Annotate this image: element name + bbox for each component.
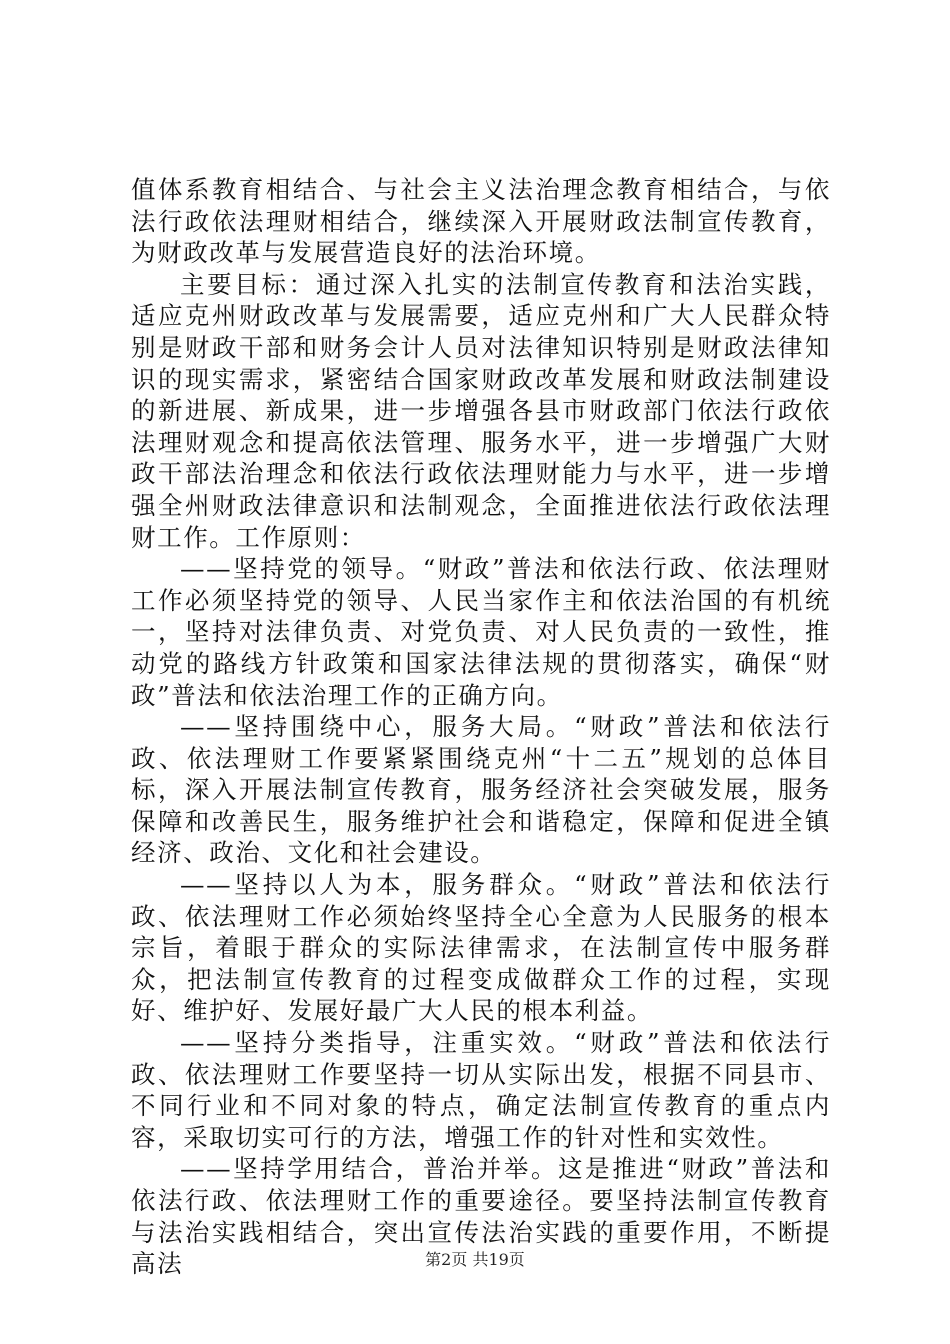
- document-body: [131, 174, 831, 1280]
- body-paragraph: 主要目标：通过深入扎实的法制宣传教育和法治实践，适应克州财政改革与发展需要，适应克州和广大人民群众特别是财政干部和财务会计人员对法律知识特别是财政法律知识的现实需求，紧密结合国家财政改革发展和财政法制建设的新进展、新成果，进一步增强各县市财政部门依法行政依法理财观念和提高依法管理、服务水平，进一步增强广大财政干部法治理念和依法行政依法理财能力与水平，进一步增强全州财政法律意识和法制观念，全面推进依法行政依法理财工作。工作原则：: [131, 269, 831, 552]
- body-paragraph: ——坚持围绕中心，服务大局。“财政”普法和依法行政、依法理财工作要紧紧围绕克州“十二五”规划的总体目标，深入开展法制宣传教育，服务经济社会突破发展，服务保障和改善民生，服务维护社会和谐稳定，保障和促进全镇经济、政治、文化和社会建设。: [131, 712, 831, 868]
- body-paragraph: ——坚持分类指导，注重实效。“财政”普法和依法行政、依法理财工作要坚持一切从实际出发，根据不同县市、不同行业和不同对象的特点，确定法制宣传教育的重点内容，采取切实可行的方法，增强工作的针对性和实效性。: [131, 1028, 831, 1152]
- body-paragraph: ——坚持党的领导。“财政”普法和依法行政、依法理财工作必须坚持党的领导、人民当家作主和依法治国的有机统一，坚持对法律负责、对党负责、对人民负责的一致性，推动党的路线方针政策和国家法律法规的贯彻落实，确保“财政”普法和依法治理工作的正确方向。: [131, 554, 831, 710]
- body-paragraph: ——坚持以人为本，服务群众。“财政”普法和依法行政、依法理财工作必须始终坚持全心全意为人民服务的根本宗旨，着眼于群众的实际法律需求，在法制宣传中服务群众，把法制宣传教育的过程变成做群众工作的过程，实现好、维护好、发展好最广大人民的根本利益。: [131, 870, 831, 1026]
- page-footer: 第2页 共19页: [425, 1250, 525, 1269]
- body-paragraph: 值体系教育相结合、与社会主义法治理念教育相结合，与依法行政依法理财相结合，继续深入开展财政法制宣传教育，为财政改革与发展营造良好的法治环境。: [131, 175, 831, 268]
- body-paragraph: ——坚持学用结合，普治并举。这是推进“财政”普法和依法行政、依法理财工作的重要途径。要坚持法制宣传教育与法治实践相结合，突出宣传法治实践的重要作用，不断提高法: [131, 1154, 831, 1279]
